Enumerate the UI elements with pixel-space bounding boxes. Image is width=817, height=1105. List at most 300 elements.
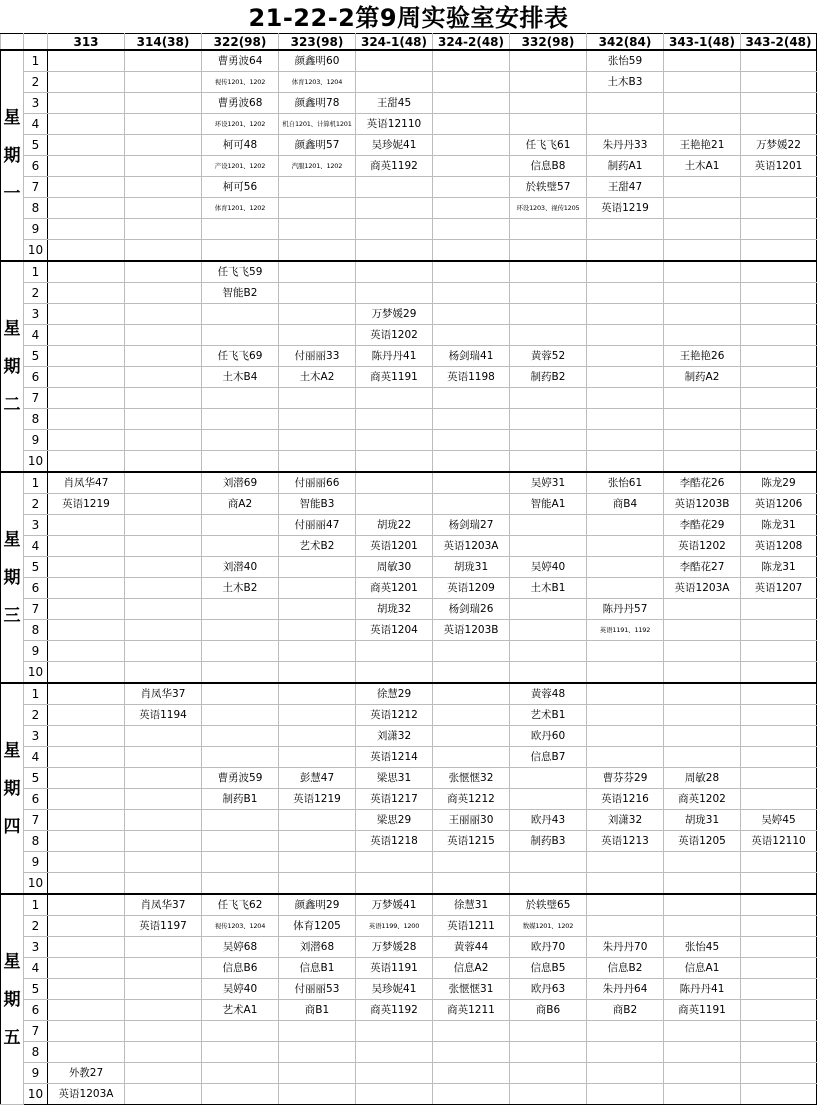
schedule-cell (510, 515, 587, 536)
schedule-cell: 王甜47 (587, 177, 664, 198)
schedule-cell: 英语1206 (741, 494, 817, 515)
period-number: 3 (24, 726, 48, 747)
schedule-cell (510, 1042, 587, 1063)
period-number: 9 (24, 852, 48, 873)
schedule-cell (741, 641, 817, 662)
schedule-cell: 视传1201、1202 (202, 72, 279, 93)
schedule-cell (202, 409, 279, 430)
schedule-cell (664, 261, 741, 283)
schedule-cell (433, 873, 510, 895)
schedule-cell (433, 451, 510, 473)
schedule-cell (510, 304, 587, 325)
schedule-cell: 欧丹43 (510, 810, 587, 831)
schedule-cell (202, 641, 279, 662)
period-row (1, 261, 817, 283)
schedule-cell: 杨剑瑞27 (433, 515, 510, 536)
schedule-cell (48, 641, 125, 662)
schedule-cell (279, 240, 356, 262)
schedule-cell (741, 1000, 817, 1021)
schedule-cell: 商B6 (510, 1000, 587, 1021)
schedule-cell (48, 536, 125, 557)
schedule-cell (48, 198, 125, 219)
schedule-cell (587, 557, 664, 578)
schedule-cell: 制药A1 (587, 156, 664, 177)
schedule-cell: 於轶璧57 (510, 177, 587, 198)
schedule-cell (433, 388, 510, 409)
schedule-cell: 胡珑22 (356, 515, 433, 536)
schedule-cell (202, 536, 279, 557)
schedule-cell: 吴婷40 (202, 979, 279, 1000)
schedule-cell (202, 662, 279, 684)
schedule-cell (433, 219, 510, 240)
period-number: 6 (24, 789, 48, 810)
schedule-cell (433, 409, 510, 430)
schedule-cell (202, 599, 279, 620)
schedule-table (0, 33, 817, 1105)
schedule-cell (48, 916, 125, 937)
schedule-cell (433, 135, 510, 156)
period-row (1, 50, 817, 72)
schedule-cell (125, 789, 202, 810)
schedule-cell: 环设1203、视传1205 (510, 198, 587, 219)
schedule-cell (433, 156, 510, 177)
schedule-cell (202, 219, 279, 240)
schedule-cell (202, 430, 279, 451)
schedule-cell (356, 662, 433, 684)
schedule-cell (510, 852, 587, 873)
period-row (1, 304, 817, 325)
period-row (1, 156, 817, 177)
schedule-cell: 周敏30 (356, 557, 433, 578)
schedule-cell: 商B4 (587, 494, 664, 515)
schedule-cell (125, 114, 202, 135)
schedule-cell: 英语1212 (356, 705, 433, 726)
schedule-cell (741, 747, 817, 768)
period-row (1, 831, 817, 852)
schedule-cell (48, 304, 125, 325)
schedule-cell (587, 409, 664, 430)
schedule-cell: 王甜45 (356, 93, 433, 114)
schedule-cell (279, 578, 356, 599)
schedule-cell (741, 768, 817, 789)
header-row (1, 34, 817, 51)
schedule-cell (433, 1042, 510, 1063)
period-row (1, 557, 817, 578)
schedule-cell (279, 747, 356, 768)
period-row (1, 388, 817, 409)
schedule-cell (48, 240, 125, 262)
period-number: 6 (24, 156, 48, 177)
schedule-cell (741, 1021, 817, 1042)
schedule-cell: 智能B2 (202, 283, 279, 304)
schedule-cell (510, 388, 587, 409)
schedule-cell (48, 599, 125, 620)
schedule-cell: 汽服1201、1202 (279, 156, 356, 177)
schedule-cell (664, 93, 741, 114)
schedule-cell (125, 472, 202, 494)
schedule-cell (279, 304, 356, 325)
schedule-cell (587, 747, 664, 768)
schedule-cell (279, 325, 356, 346)
period-row (1, 894, 817, 916)
schedule-cell (510, 283, 587, 304)
schedule-cell (741, 114, 817, 135)
schedule-cell (125, 536, 202, 557)
period-row (1, 219, 817, 240)
schedule-cell (433, 50, 510, 72)
period-number: 9 (24, 641, 48, 662)
schedule-cell (433, 1063, 510, 1084)
period-row (1, 578, 817, 599)
period-number: 3 (24, 515, 48, 536)
schedule-cell: 英语1202 (356, 325, 433, 346)
period-number: 5 (24, 135, 48, 156)
schedule-cell: 英语1203B (433, 620, 510, 641)
schedule-cell: 张怡45 (664, 937, 741, 958)
period-number: 5 (24, 768, 48, 789)
schedule-cell (125, 873, 202, 895)
schedule-cell (279, 451, 356, 473)
schedule-cell (664, 240, 741, 262)
period-row (1, 1000, 817, 1021)
period-number: 2 (24, 283, 48, 304)
schedule-cell (587, 346, 664, 367)
schedule-cell (279, 1042, 356, 1063)
period-row (1, 114, 817, 135)
period-number: 5 (24, 346, 48, 367)
schedule-cell (664, 599, 741, 620)
schedule-cell (48, 979, 125, 1000)
schedule-cell (125, 304, 202, 325)
room-header: 313 (48, 34, 125, 51)
schedule-cell: 周敏28 (664, 768, 741, 789)
schedule-cell (202, 810, 279, 831)
schedule-cell: 任飞飞62 (202, 894, 279, 916)
schedule-cell (664, 451, 741, 473)
schedule-cell (125, 156, 202, 177)
schedule-cell (587, 451, 664, 473)
schedule-cell (741, 1084, 817, 1105)
period-number: 8 (24, 1042, 48, 1063)
period-number: 10 (24, 451, 48, 473)
schedule-cell (433, 430, 510, 451)
schedule-cell (202, 705, 279, 726)
period-row (1, 177, 817, 198)
schedule-cell (741, 430, 817, 451)
schedule-cell (202, 1042, 279, 1063)
schedule-cell: 吴珍妮41 (356, 979, 433, 1000)
schedule-cell: 张怡61 (587, 472, 664, 494)
schedule-cell (741, 409, 817, 430)
period-row (1, 620, 817, 641)
schedule-cell: 机自1201、计算机1201 (279, 114, 356, 135)
schedule-cell (587, 662, 664, 684)
schedule-cell (356, 852, 433, 873)
schedule-cell (279, 177, 356, 198)
schedule-cell: 英语1201 (741, 156, 817, 177)
period-row (1, 472, 817, 494)
schedule-cell: 智能B3 (279, 494, 356, 515)
schedule-cell (356, 1084, 433, 1105)
schedule-cell: 智能A1 (510, 494, 587, 515)
schedule-cell: 商英1191 (356, 367, 433, 388)
schedule-cell (202, 747, 279, 768)
schedule-cell (125, 135, 202, 156)
schedule-cell (279, 430, 356, 451)
period-row (1, 1084, 817, 1105)
schedule-cell: 英语1203A (433, 536, 510, 557)
period-row (1, 747, 817, 768)
schedule-cell (125, 852, 202, 873)
schedule-cell (202, 1084, 279, 1105)
schedule-cell: 胡珑31 (664, 810, 741, 831)
schedule-cell (48, 852, 125, 873)
period-number: 6 (24, 367, 48, 388)
schedule-cell: 信息A2 (433, 958, 510, 979)
period-number: 9 (24, 1063, 48, 1084)
schedule-cell (125, 1000, 202, 1021)
schedule-cell: 英语1214 (356, 747, 433, 768)
period-number: 5 (24, 557, 48, 578)
schedule-cell (279, 388, 356, 409)
schedule-cell (587, 304, 664, 325)
schedule-cell: 英语1204 (356, 620, 433, 641)
schedule-cell: 朱丹丹64 (587, 979, 664, 1000)
period-number: 1 (24, 472, 48, 494)
schedule-cell (741, 346, 817, 367)
schedule-cell: 刘潇32 (587, 810, 664, 831)
period-row (1, 409, 817, 430)
schedule-cell: 付丽丽47 (279, 515, 356, 536)
schedule-cell (741, 894, 817, 916)
schedule-cell (279, 662, 356, 684)
schedule-cell (48, 72, 125, 93)
schedule-cell (741, 1063, 817, 1084)
schedule-cell: 英语1211 (433, 916, 510, 937)
schedule-cell (48, 1042, 125, 1063)
period-number: 3 (24, 93, 48, 114)
period-number: 7 (24, 599, 48, 620)
schedule-cell (48, 810, 125, 831)
schedule-cell (356, 198, 433, 219)
schedule-cell (510, 451, 587, 473)
schedule-cell (664, 662, 741, 684)
schedule-cell (510, 240, 587, 262)
schedule-cell (48, 50, 125, 72)
schedule-cell (587, 852, 664, 873)
schedule-cell: 英语1209 (433, 578, 510, 599)
schedule-cell (741, 1042, 817, 1063)
schedule-cell: 英语1219 (587, 198, 664, 219)
period-number: 7 (24, 1021, 48, 1042)
schedule-cell: 曹勇波64 (202, 50, 279, 72)
schedule-cell: 英语12110 (356, 114, 433, 135)
schedule-cell: 英语1201 (356, 536, 433, 557)
period-row (1, 198, 817, 219)
schedule-cell: 王艳艳26 (664, 346, 741, 367)
schedule-cell: 产设1201、1202 (202, 156, 279, 177)
schedule-cell (48, 325, 125, 346)
schedule-cell (356, 1042, 433, 1063)
period-number: 8 (24, 620, 48, 641)
schedule-cell (356, 873, 433, 895)
schedule-cell (741, 283, 817, 304)
schedule-cell (741, 367, 817, 388)
schedule-cell (510, 662, 587, 684)
schedule-cell (433, 240, 510, 262)
schedule-cell (125, 388, 202, 409)
schedule-cell: 徐慧31 (433, 894, 510, 916)
schedule-cell (48, 831, 125, 852)
period-number: 10 (24, 662, 48, 684)
schedule-cell: 英语1207 (741, 578, 817, 599)
schedule-cell: 刘潜69 (202, 472, 279, 494)
schedule-cell: 英语1215 (433, 831, 510, 852)
schedule-cell (741, 958, 817, 979)
period-number: 3 (24, 937, 48, 958)
period-number: 2 (24, 494, 48, 515)
schedule-cell (510, 873, 587, 895)
schedule-cell (664, 283, 741, 304)
schedule-cell: 商英1212 (433, 789, 510, 810)
schedule-cell: 肖凤华37 (125, 683, 202, 705)
schedule-cell (433, 494, 510, 515)
schedule-cell (510, 325, 587, 346)
schedule-cell (587, 515, 664, 536)
schedule-cell (125, 747, 202, 768)
schedule-cell (741, 852, 817, 873)
schedule-cell (356, 219, 433, 240)
schedule-cell (48, 93, 125, 114)
schedule-cell (356, 1021, 433, 1042)
schedule-cell (48, 747, 125, 768)
schedule-cell (510, 789, 587, 810)
period-row (1, 958, 817, 979)
room-header: 314(38) (125, 34, 202, 51)
schedule-cell (48, 557, 125, 578)
schedule-cell (433, 93, 510, 114)
schedule-cell (48, 789, 125, 810)
schedule-cell (125, 1021, 202, 1042)
period-number: 9 (24, 219, 48, 240)
room-header: 324-1(48) (356, 34, 433, 51)
schedule-cell (741, 916, 817, 937)
schedule-cell (664, 683, 741, 705)
room-header: 343-1(48) (664, 34, 741, 51)
period-row (1, 283, 817, 304)
schedule-cell (125, 50, 202, 72)
schedule-cell (433, 283, 510, 304)
schedule-cell (279, 726, 356, 747)
schedule-cell (356, 177, 433, 198)
schedule-cell: 刘潜40 (202, 557, 279, 578)
schedule-cell (664, 747, 741, 768)
schedule-cell (125, 979, 202, 1000)
schedule-cell: 欧丹70 (510, 937, 587, 958)
schedule-cell: 信息B5 (510, 958, 587, 979)
schedule-cell (433, 261, 510, 283)
period-number: 4 (24, 536, 48, 557)
schedule-cell (741, 198, 817, 219)
schedule-cell (587, 1063, 664, 1084)
schedule-cell (664, 852, 741, 873)
schedule-cell (741, 304, 817, 325)
schedule-cell (664, 620, 741, 641)
day-label: 星 期 二 (1, 261, 24, 472)
schedule-cell: 信息B2 (587, 958, 664, 979)
schedule-cell: 英语1203B (664, 494, 741, 515)
period-row (1, 683, 817, 705)
schedule-cell (125, 177, 202, 198)
schedule-cell (587, 916, 664, 937)
schedule-cell (741, 219, 817, 240)
period-number: 9 (24, 430, 48, 451)
schedule-cell (125, 810, 202, 831)
schedule-cell (587, 240, 664, 262)
schedule-cell (587, 219, 664, 240)
period-row (1, 135, 817, 156)
period-row (1, 873, 817, 895)
schedule-cell: 陈丹丹57 (587, 599, 664, 620)
schedule-cell (587, 114, 664, 135)
schedule-cell (741, 599, 817, 620)
schedule-cell: 英语12110 (741, 831, 817, 852)
schedule-cell: 外教27 (48, 1063, 125, 1084)
period-number: 8 (24, 198, 48, 219)
schedule-cell (664, 72, 741, 93)
schedule-cell (587, 1084, 664, 1105)
schedule-cell (741, 937, 817, 958)
period-row (1, 726, 817, 747)
schedule-cell (741, 240, 817, 262)
schedule-cell (125, 937, 202, 958)
schedule-cell (202, 831, 279, 852)
schedule-cell (664, 388, 741, 409)
schedule-cell (510, 93, 587, 114)
schedule-cell (48, 451, 125, 473)
schedule-cell (664, 1042, 741, 1063)
schedule-cell: 颜鑫明60 (279, 50, 356, 72)
schedule-cell (48, 367, 125, 388)
schedule-cell: 商英1192 (356, 1000, 433, 1021)
schedule-cell (202, 726, 279, 747)
period-row (1, 1063, 817, 1084)
schedule-cell (587, 578, 664, 599)
schedule-cell (433, 852, 510, 873)
schedule-cell: 胡珑32 (356, 599, 433, 620)
schedule-cell (587, 283, 664, 304)
schedule-cell: 於轶璧65 (510, 894, 587, 916)
schedule-cell: 朱丹丹70 (587, 937, 664, 958)
period-row (1, 346, 817, 367)
period-number: 1 (24, 894, 48, 916)
schedule-cell (510, 1021, 587, 1042)
period-number: 3 (24, 304, 48, 325)
schedule-cell (741, 325, 817, 346)
schedule-cell (48, 894, 125, 916)
schedule-cell: 英语1202 (664, 536, 741, 557)
schedule-cell (510, 1084, 587, 1105)
schedule-cell: 环设1201、1202 (202, 114, 279, 135)
schedule-cell: 肖凤华37 (125, 894, 202, 916)
schedule-cell (356, 494, 433, 515)
schedule-cell: 英语1219 (48, 494, 125, 515)
schedule-cell: 土木B4 (202, 367, 279, 388)
room-header: 323(98) (279, 34, 356, 51)
schedule-cell (356, 472, 433, 494)
period-row (1, 240, 817, 262)
schedule-cell (125, 620, 202, 641)
